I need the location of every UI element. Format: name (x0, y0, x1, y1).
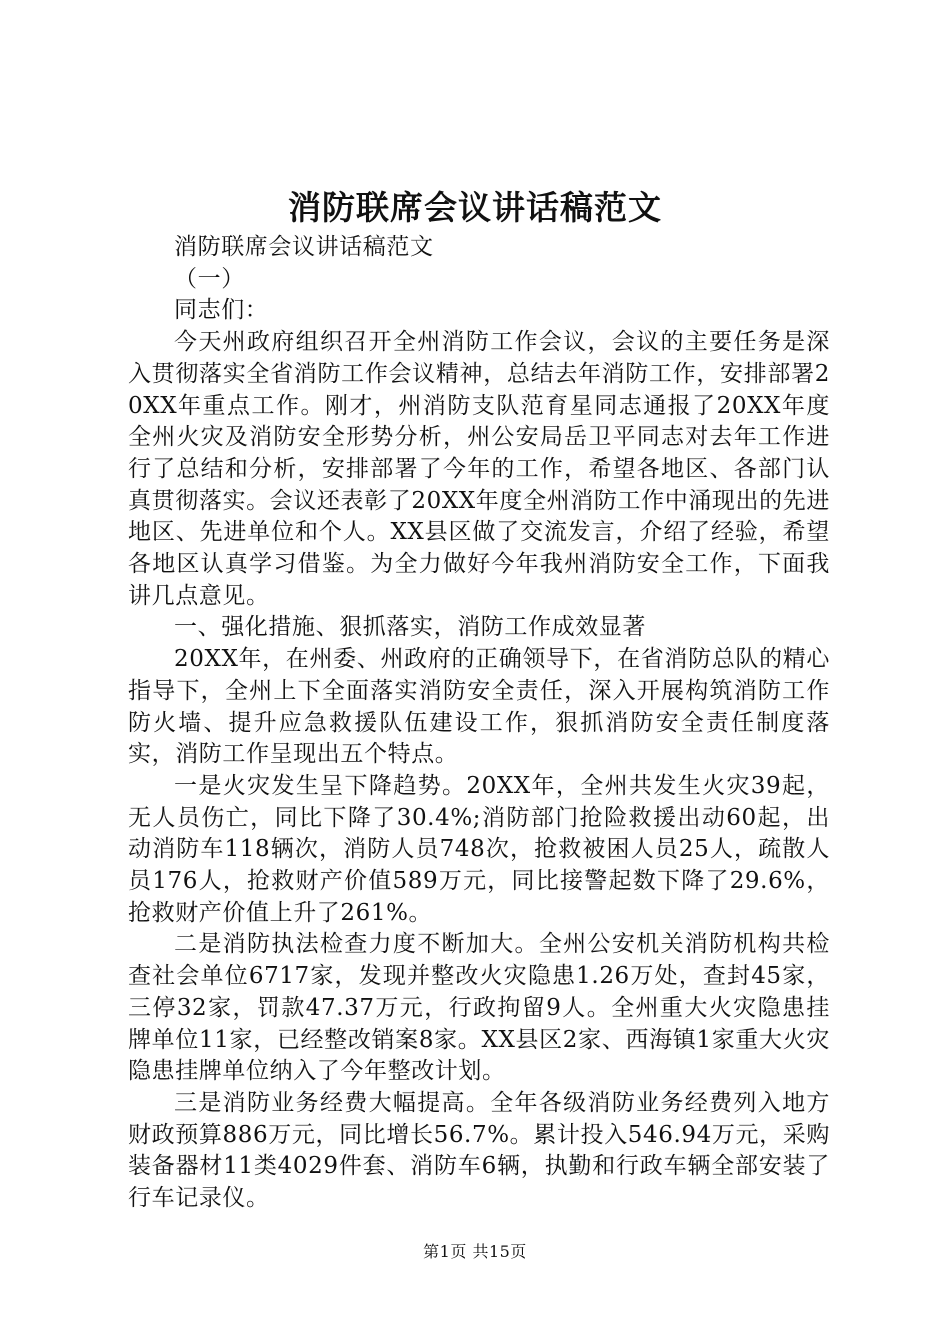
section-heading-1: 一、强化措施、狠抓落实，消防工作成效显著 (174, 614, 646, 641)
document-title: 消防联席会议讲话稿范文 (288, 188, 662, 227)
document-body (128, 232, 830, 1215)
paragraph-point-1: 一是火灾发生呈下降趋势。20XX年，全州共发生火灾39起，无人员伤亡，同比下降了30.4%;消防部门抢险救援出动60起，出动消防车118辆次，消防人员748次，抢救被困人员25人，疏散人员176人，抢救财产价值589万元，同比接警起数下降了29.6%，抢救财产价值上升了261%。 (128, 772, 830, 926)
paragraph-point-2: 二是消防执法检查力度不断加大。全州公安机关消防机构共检查社会单位6717家，发现并整改火灾隐患1.26万处，查封45家，三停32家，罚款47.37万元，行政拘留9人。全州重大火灾隐患挂牌单位11家，已经整改销案8家。XX县区2家、西海镇1家重大火灾隐患挂牌单位纳入了今年整改计划。 (128, 931, 830, 1085)
paragraph-point-3: 三是消防业务经费大幅提高。全年各级消防业务经费列入地方财政预算886万元，同比增长56.7%。累计投入546.94万元，采购装备器材11类4029件套、消防车6辆，执勤和行政车辆全部安装了行车记录仪。 (128, 1089, 830, 1212)
subtitle-line: 消防联席会议讲话稿范文 (174, 234, 434, 260)
salutation: 同志们： (174, 297, 269, 324)
section-number: （一） (174, 265, 245, 292)
paragraph-intro: 今天州政府组织召开全州消防工作会议，会议的主要任务是深入贯彻落实全省消防工作会议精神，总结去年消防工作，安排部署20XX年重点工作。刚才，州消防支队范育星同志通报了20XX年度全州火灾及消防安全形势分析，州公安局岳卫平同志对去年工作进行了总结和分析，安排部署了今年的工作，希望各地区、各部门认真贯彻落实。会议还表彰了20XX年度全州消防工作中涌现出的先进地区、先进单位和个人。XX县区做了交流发言，介绍了经验，希望各地区认真学习借鉴。为全力做好今年我州消防安全工作，下面我讲几点意见。 (128, 329, 830, 609)
page-footer: 第1页 共15页 (423, 1242, 527, 1261)
paragraph-overview: 20XX年，在州委、州政府的正确领导下，在省消防总队的精心指导下，全州上下全面落实消防安全责任，深入开展构筑消防工作防火墙、提升应急救援队伍建设工作，狠抓消防安全责任制度落实，消防工作呈现出五个特点。 (128, 646, 830, 768)
